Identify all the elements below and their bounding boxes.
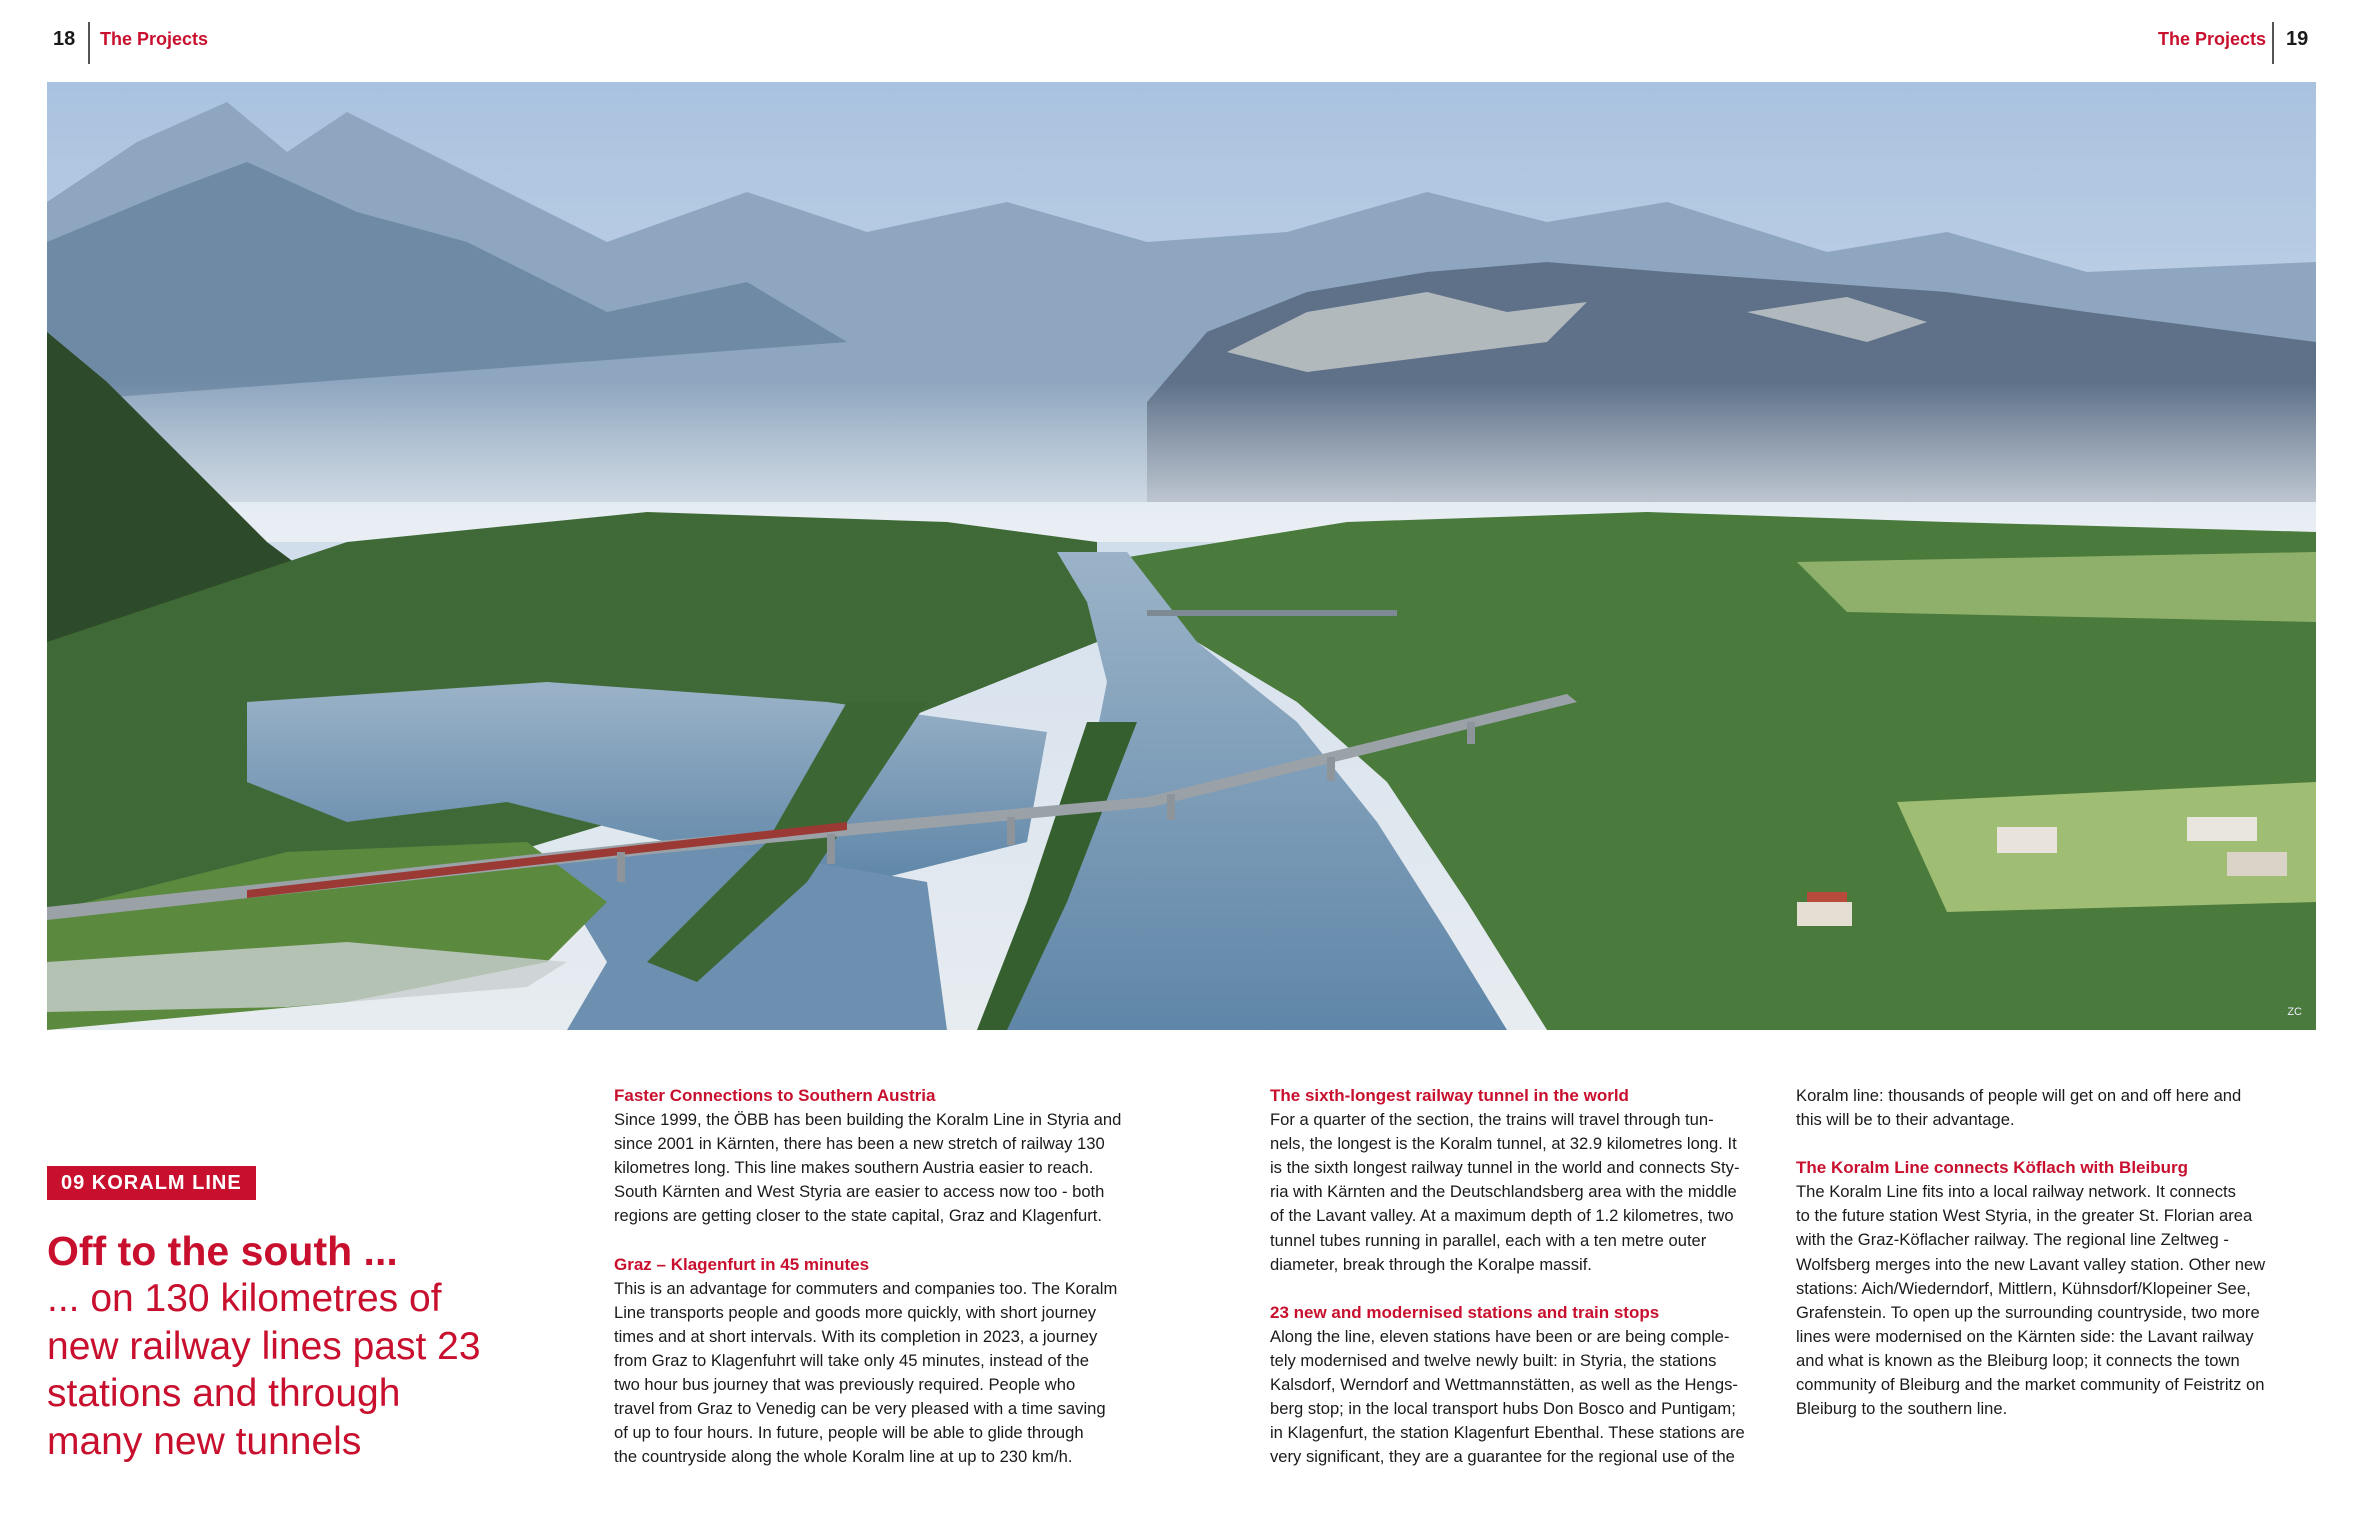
text-column-2: [1270, 1084, 1775, 1493]
body-line: Bleiburg to the southern line.: [1796, 1399, 2008, 1419]
body-line: times and at short intervals. With its completion in 2023, a journey: [614, 1326, 1098, 1346]
body-line: Wolfsberg merges into the new Lavant valley station. Other new: [1796, 1254, 2266, 1274]
right-header-divider: [2272, 22, 2274, 64]
section-heading: Faster Connections to Southern Austria: [614, 1086, 936, 1105]
body-line: in Klagenfurt, the station Klagenfurt Ebenthal. These stations are: [1270, 1423, 1745, 1443]
body-line: from Graz to Klagenfuhrt will take only 45 minutes, instead of the: [614, 1350, 1090, 1370]
section-body: [614, 1108, 1122, 1228]
section-badge: 09 KORALM LINE: [47, 1166, 256, 1200]
body-line: For a quarter of the section, the trains will travel through tun-: [1270, 1110, 1714, 1130]
headline-subtitle-line: ... on 130 kilometres of: [47, 1277, 442, 1321]
body-line: community of Bleiburg and the market community of Feistritz on: [1796, 1375, 2265, 1395]
headline-subtitle-line: many new tunnels: [47, 1419, 362, 1463]
body-line: with the Graz-Köflacher railway. The regional line Zeltweg -: [1796, 1230, 2229, 1250]
body-line: This is an advantage for commuters and companies too. The Koralm: [614, 1278, 1118, 1298]
body-line: of up to four hours. In future, people will be able to glide through: [614, 1423, 1084, 1443]
body-line: kilometres long. This line makes southern Austria easier to reach.: [614, 1158, 1094, 1178]
left-header-title: The Projects: [100, 29, 209, 49]
body-line: very significant, they are a guarantee for the regional use of the: [1270, 1447, 1735, 1467]
body-line: Line transports people and goods more quickly, with short journey: [614, 1302, 1097, 1322]
body-line: regions are getting closer to the state capital, Graz and Klagenfurt.: [614, 1206, 1102, 1226]
left-header-divider: [88, 22, 90, 64]
body-line: of the Lavant valley. At a maximum depth of 1.2 kilometres, two: [1270, 1206, 1734, 1226]
section-body: [1796, 1180, 2301, 1421]
text-column-1: [614, 1084, 1122, 1493]
section-body: [1796, 1084, 2301, 1132]
body-line: Koralm line: thousands of people will get on and off here and: [1796, 1086, 2242, 1105]
body-line: the countryside along the whole Koralm line at up to 230 km/h.: [614, 1447, 1073, 1467]
body-line: Along the line, eleven stations have been or are being comple-: [1270, 1326, 1730, 1346]
body-line: to the future station West Styria, in the greater St. Florian area: [1796, 1206, 2253, 1226]
text-column-3: [1796, 1084, 2301, 1445]
body-line: tunnel tubes running in parallel, each with a ten metre outer: [1270, 1230, 1707, 1250]
body-line: this will be to their advantage.: [1796, 1110, 2015, 1130]
body-line: is the sixth longest railway tunnel in the world and connects Sty-: [1270, 1158, 1740, 1178]
body-line: since 2001 in Kärnten, there has been a new stretch of railway 130: [614, 1134, 1105, 1154]
section-heading: Graz – Klagenfurt in 45 minutes: [614, 1254, 870, 1274]
body-line: and what is known as the Bleiburg loop; it connects the town: [1796, 1350, 2240, 1370]
body-line: two hour bus journey that was previously required. People who: [614, 1375, 1076, 1395]
body-line: diameter, break through the Koralpe massif.: [1270, 1254, 1592, 1274]
section-heading: The sixth-longest railway tunnel in the world: [1270, 1086, 1629, 1105]
section-heading: 23 new and modernised stations and train stops: [1270, 1302, 1660, 1322]
headline-subtitle-line: stations and through: [47, 1372, 401, 1416]
body-line: South Kärnten and West Styria are easier to access now too - both: [614, 1182, 1105, 1202]
section-heading: The Koralm Line connects Köflach with Bleiburg: [1796, 1158, 2188, 1178]
body-line: tely modernised and twelve newly built: in Styria, the stations: [1270, 1350, 1717, 1370]
section-body: [1270, 1325, 1775, 1470]
headline-block: [47, 1228, 567, 1465]
body-line: nels, the longest is the Koralm tunnel, at 32.9 kilometres long. It: [1270, 1134, 1737, 1154]
body-line: The Koralm Line fits into a local railway network. It connects: [1796, 1182, 2236, 1202]
left-page-number: 18: [53, 28, 76, 50]
body-line: berg stop; in the local transport hubs Don Bosco and Puntigam;: [1270, 1399, 1736, 1419]
page-header: [0, 0, 2362, 80]
body-line: Since 1999, the ÖBB has been building the Koralm Line in Styria and: [614, 1110, 1122, 1130]
headline-subtitle-line: new railway lines past 23: [47, 1324, 481, 1368]
headline-title: Off to the south ...: [47, 1228, 398, 1274]
body-line: Kalsdorf, Werndorf and Wettmannstätten, as well as the Hengs-: [1270, 1375, 1738, 1395]
body-line: stations: Aich/Wiederndorf, Mittlern, Kühnsdorf/Klopeiner See,: [1796, 1278, 2251, 1298]
body-line: Grafenstein. To open up the surrounding countryside, two more: [1796, 1302, 2260, 1322]
right-header-title: The Projects: [2157, 29, 2266, 49]
right-page-number: 19: [2286, 28, 2309, 50]
hero-photo: [47, 82, 2316, 1030]
landscape-illustration: [47, 82, 2316, 1030]
body-line: lines were modernised on the Kärnten side: the Lavant railway: [1796, 1326, 2254, 1346]
section-body: [1270, 1108, 1775, 1277]
body-line: travel from Graz to Venedig can be very pleased with a time saving: [614, 1399, 1106, 1419]
photo-credit: ZC: [2287, 1006, 2302, 1018]
body-line: ria with Kärnten and the Deutschlandsberg area with the middle: [1270, 1182, 1737, 1202]
section-body: [614, 1277, 1119, 1470]
